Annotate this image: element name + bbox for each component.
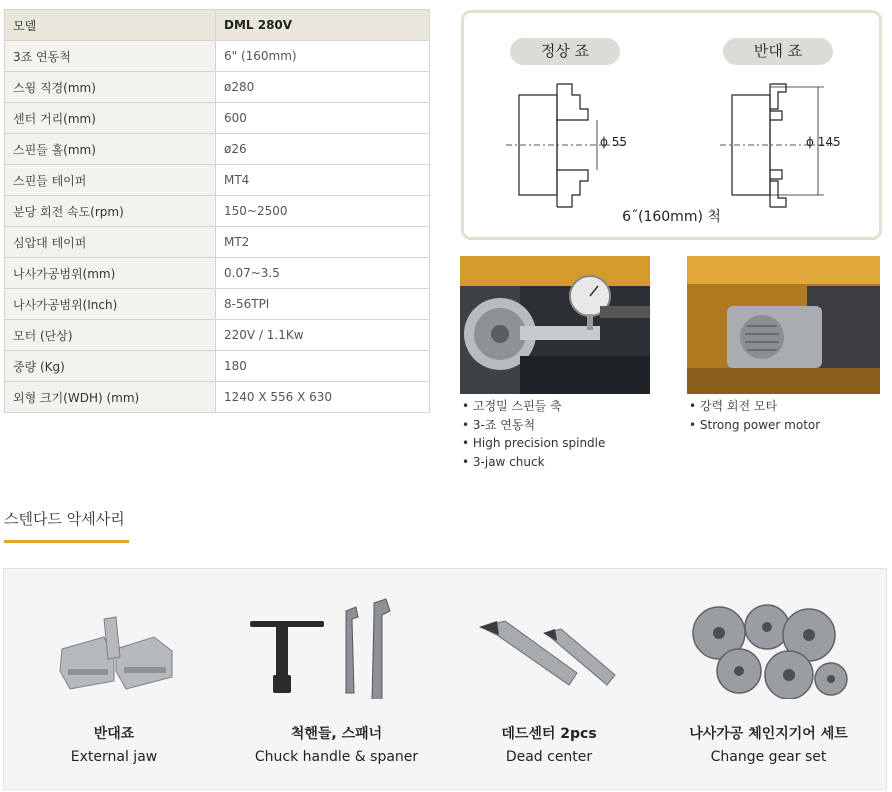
accessory-name-ko: 척핸들, 스패너 (290, 726, 383, 742)
accessories-title: 스텐다드 악세사리 (4, 510, 125, 528)
spec-row (5, 41, 430, 72)
spec-value: 8-56TPI (216, 289, 430, 320)
chuck-size-caption: 6˝(160mm) 척 (622, 209, 721, 225)
normal-jaw-label: 정상 죠 (510, 38, 620, 65)
spec-label: 외형 크기(WDH) (mm) (5, 382, 216, 413)
reverse-jaw-dimension: ϕ 145 (806, 135, 841, 149)
spec-row (5, 227, 430, 258)
spec-label: 센터 거리(mm) (5, 103, 216, 134)
spec-table (4, 9, 430, 413)
spec-value: ø26 (216, 134, 430, 165)
accessory-external-jaw (4, 569, 224, 789)
spec-value: 600 (216, 103, 430, 134)
accessories-title-underline (4, 540, 129, 543)
motor-photo (687, 256, 880, 394)
chuck-diagram-panel (461, 10, 882, 240)
spec-label: 나사가공범위(mm) (5, 258, 216, 289)
spec-value: MT2 (216, 227, 430, 258)
accessory-name-en: Dead center (505, 749, 593, 765)
spec-label: 심압대 테이퍼 (5, 227, 216, 258)
chuck-drawing (464, 13, 879, 237)
spec-label: 나사가공범위(Inch) (5, 289, 216, 320)
spec-row (5, 382, 430, 413)
spec-label: 스핀들 홀(mm) (5, 134, 216, 165)
accessory-change-gears (649, 569, 888, 789)
accessory-name-en: Chuck handle & spaner (254, 749, 419, 765)
dead-center-icon (449, 589, 649, 699)
spec-value: 0.07~3.5 (216, 258, 430, 289)
spec-value: ø280 (216, 72, 430, 103)
accessory-chuck-handle (224, 569, 449, 789)
spec-row (5, 351, 430, 382)
spec-row (5, 289, 430, 320)
spec-row (5, 134, 430, 165)
spec-value: DML 280V (216, 10, 430, 41)
spec-value: 220V / 1.1Kw (216, 320, 430, 351)
external-jaw-icon (4, 589, 224, 699)
spec-label: 중량 (Kg) (5, 351, 216, 382)
spec-label: 분당 회전 속도(rpm) (5, 196, 216, 227)
accessory-name-en: External jaw (70, 749, 158, 765)
spec-row (5, 10, 430, 41)
spec-label: 모델 (5, 10, 216, 41)
spec-row (5, 196, 430, 227)
accessory-name-en: Change gear set (710, 749, 827, 765)
spec-value: 6" (160mm) (216, 41, 430, 72)
spec-row (5, 258, 430, 289)
wrench-icon (224, 589, 449, 699)
normal-jaw-dimension: ϕ 55 (600, 135, 627, 149)
gear-icon (649, 589, 888, 699)
spindle-caption: • 고정밀 스핀들 축 • 3-죠 연동척 • High precision spindle • 3-jaw chuck (462, 399, 606, 469)
motor-caption: • 강력 회전 모타 • Strong power motor (689, 399, 821, 432)
accessory-name-ko: 나사가공 체인지기어 세트 (689, 726, 848, 742)
spec-label: 스핀들 테이퍼 (5, 165, 216, 196)
accessories-panel (3, 568, 887, 790)
spec-value: MT4 (216, 165, 430, 196)
spec-row (5, 72, 430, 103)
spec-label: 모터 (단상) (5, 320, 216, 351)
spec-row (5, 103, 430, 134)
reverse-jaw-label: 반대 죠 (723, 38, 833, 65)
spec-label: 3죠 연동척 (5, 41, 216, 72)
accessory-name-ko: 반대죠 (93, 726, 135, 742)
spec-value: 180 (216, 351, 430, 382)
accessory-name-ko: 데드센터 2pcs (501, 726, 597, 742)
spec-row (5, 165, 430, 196)
spec-label: 스윙 직경(mm) (5, 72, 216, 103)
accessory-dead-center (449, 569, 649, 789)
spindle-photo (460, 256, 650, 394)
spec-value: 150~2500 (216, 196, 430, 227)
spec-row (5, 320, 430, 351)
spec-value: 1240 X 556 X 630 (216, 382, 430, 413)
